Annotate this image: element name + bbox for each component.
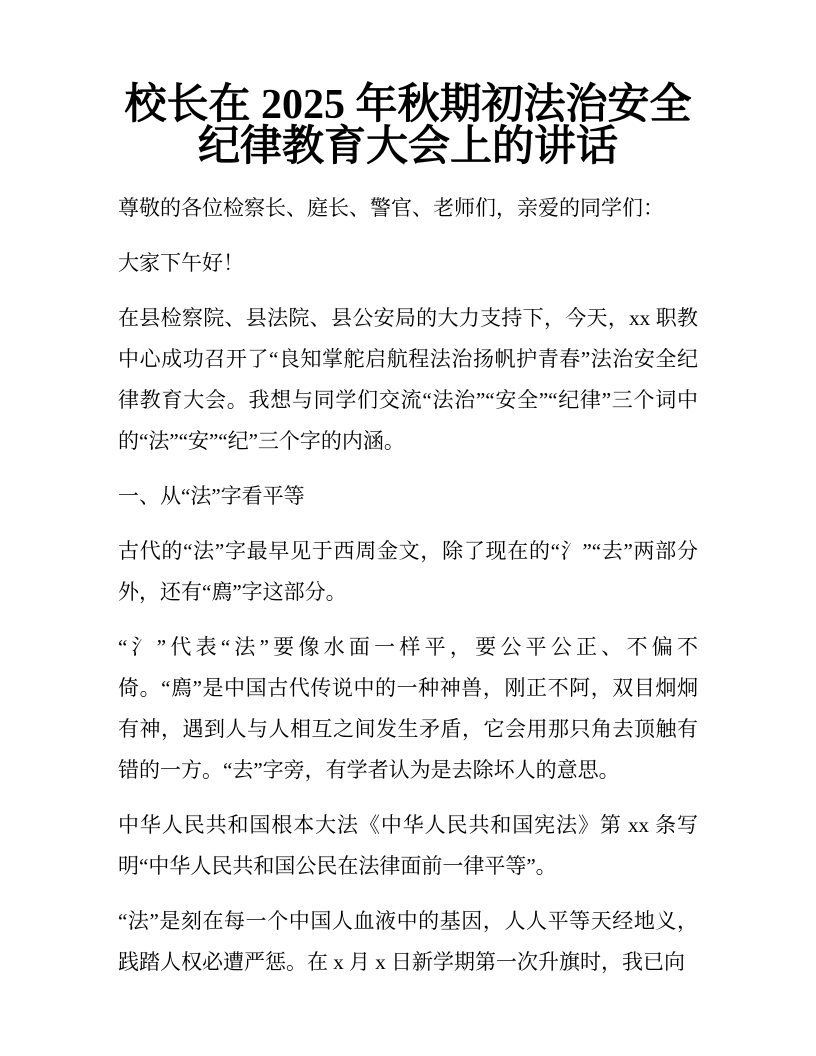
- paragraph-equality: “法”是刻在每一个中国人血液中的基因，人人平等天经地义，践踏人权必遭严惩。在 x 月 x 日新学期第一次升旗时，我已向: [118, 909, 698, 974]
- section-heading-1: 一、从“法”字看平等: [118, 484, 305, 508]
- intro-paragraph: 在县检察院、县法院、县公安局的大力支持下，今天，xx 职教中心成功召开了“良知掌舵启航程法治扬帆护青春”法治安全纪律教育大会。我想与同学们交流“法治”“安全”“纪律”三个词中的“法”“安”“纪”三个字的内涵。: [118, 306, 698, 453]
- greeting-paragraph: 大家下午好！: [118, 251, 244, 275]
- paragraph-fa-meaning: “氵”代表“法”要像水面一样平，要公平公正、不偏不倚。“廌”是中国古代传说中的一种神兽，刚正不阿，双目炯炯有神，遇到人与人相互之间发生矛盾，它会用那只角去顶触有错的一方。“去”字旁，有学者认为是去除坏人的意思。: [118, 635, 698, 782]
- document-title: 校长在 2025 年秋期初法治安全纪律教育大会上的讲话: [124, 82, 692, 170]
- paragraph-constitution: 中华人民共和国根本大法《中华人民共和国宪法》第 xx 条写明“中华人民共和国公民在法律面前一律平等”。: [118, 813, 698, 878]
- paragraph-fa-origin: 古代的“法”字最早见于西周金文，除了现在的“氵”“去”两部分外，还有“廌”字这部分。: [118, 539, 698, 604]
- salutation-paragraph: 尊敬的各位检察长、庭长、警官、老师们，亲爱的同学们：: [118, 196, 664, 220]
